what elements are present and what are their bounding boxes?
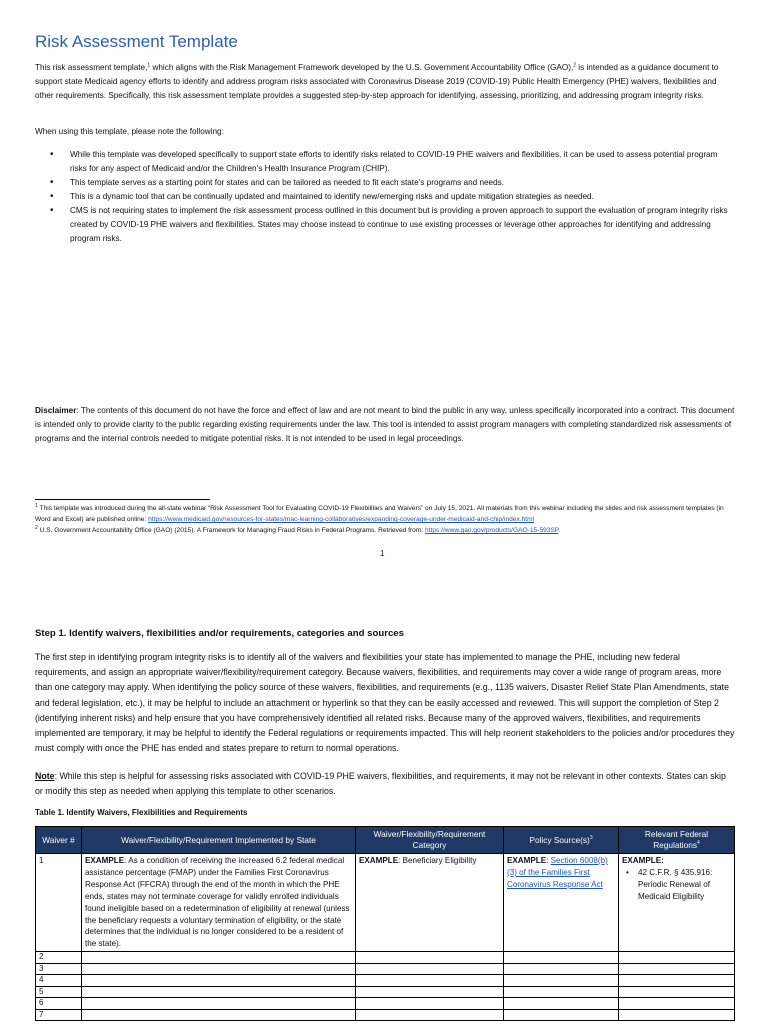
cell-waiver-number[interactable]: 5	[36, 986, 82, 998]
step1-body: The first step in identifying program integrity risks is to identify all of the waivers and flexibilities your state has implemented to manage the PHE, including new federal requirements, and assign an appropriate waiver/flexibility/requirement category. Because waivers, flexibilities, and requirements may cover a wide range of program areas, more than one category may apply. When identifying the policy source of these waivers, flexibilities, and requirements (e.g., 1135 waivers, Disaster Relief State Plan Amendments, state and federal legislation, etc.), it may be helpful to include an attachment or hyperlink so that they can be easily accessed and reviewed. This will support the completion of Step 2 (identifying inherent risks) and help ensure that you have comprehensively identified all related risks. Because many of the approved waivers, flexibilities, and requirements implemented are temporary, it may be helpful to identify the Federal regulations or requirements impacted. This will help reorient stakeholders to the policies and/or procedures they must comply with once the PHE has ended and states prepare to return to normal operations.	[35, 652, 735, 754]
intro-text-2: which aligns with the Risk Management Framework developed by the U.S. Government Accountability Office (GAO),	[150, 63, 574, 72]
cell-policy-source[interactable]	[504, 998, 619, 1010]
step1-note	[35, 769, 735, 799]
example-waiver-text: : As a condition of receiving the increased 6.2 federal medical assistance percentage (FMAP) under the Families First Coronavirus Response Act (FFCRA) through the end of the month in which the PHE ends, states may not terminate coverage for validly enrolled individuals found ineligible based on a redetermination of eligibility at renewal (unless the beneficiary requests a voluntary termination of eligibility, or the state determines that the individual is no longer considered to be a resident of the state).	[85, 856, 350, 949]
disclaimer-label: Disclaimer	[35, 406, 77, 415]
header-policy-source-label: Policy Source(s)	[529, 834, 590, 845]
example-label: EXAMPLE	[85, 856, 125, 865]
footnotes	[35, 503, 735, 536]
note-text: : While this step is helpful for assessing risks associated with COVID-19 PHE waivers, flexibilities, and requirements, it may not be relevant in other contexts. States can skip or modify this step as needed when applying this template to other scenarios.	[35, 771, 726, 797]
table-row	[36, 998, 735, 1010]
cell-federal-regulations[interactable]	[619, 986, 735, 998]
cell-waiver-number[interactable]: 3	[36, 963, 82, 975]
header-waiver-number: Waiver #	[36, 827, 82, 854]
intro-text-1: This risk assessment template,	[35, 63, 148, 72]
cell-waiver-implemented[interactable]	[82, 952, 356, 964]
footnote-ref-2[interactable]: 2	[573, 62, 577, 69]
cell-category[interactable]	[356, 963, 504, 975]
footnote-1-text: This template was introduced during the all-state webinar “Risk Assessment Tool for Evaluating COVID-19 Flexibilities and Waivers” on July 15, 2021. All materials from this webinar including the slides and risk assessment templates (in Word and Excel) are published online:	[35, 505, 724, 523]
cell-federal-regulations[interactable]	[619, 975, 735, 987]
cell-policy-source[interactable]	[504, 963, 619, 975]
cell-federal-regulations[interactable]	[619, 998, 735, 1010]
cell-federal-regulations[interactable]	[619, 854, 735, 952]
cell-waiver-implemented[interactable]	[82, 854, 356, 952]
cell-category[interactable]	[356, 986, 504, 998]
header-federal-regulations	[619, 827, 735, 854]
notes-list	[35, 148, 735, 246]
disclaimer-text: : The contents of this document do not have the force and effect of law and are not meant to bind the public in any way, unless specifically incorporated into a contract. This document is intended only to provide clarity to the public regarding existing requirements under the law. This tool is intended to assist program managers with completing standardized risk assessments of programs and the internal controls needed to mitigate potential risks. It is not intended to be used in legal proceedings.	[35, 406, 735, 443]
cell-waiver-implemented[interactable]	[82, 963, 356, 975]
example-separator: :	[546, 856, 551, 865]
table-row	[36, 986, 735, 998]
example-label: EXAMPLE	[507, 856, 547, 865]
example-label: EXAMPLE:	[622, 856, 664, 865]
list-item: • This is a dynamic tool that can be continually updated and maintained to identify new/emerging risks and update mitigation strategies as needed.	[35, 190, 735, 204]
table-row	[36, 963, 735, 975]
cell-federal-regulations[interactable]	[619, 963, 735, 975]
cell-policy-source[interactable]	[504, 952, 619, 964]
intro-text-3: is intended as a guidance document to support state Medicaid agency efforts to identify and address program risks associated with Coronavirus Disease 2019 (COVID-19) Public Health Emergency (PHE) waivers, flexibilities and other requirements. Specifically, this risk assessment template provides a suggested step-by-step approach for identifying, assessing, prioritizing, and addressing program integrity risks.	[35, 63, 719, 100]
cell-policy-source[interactable]	[504, 854, 619, 952]
when-using-text: When using this template, please note the following:	[35, 127, 224, 136]
footnote-1-link[interactable]: https://www.medicaid.gov/resources-for-states/mac-learning-collaboratives/expanding-coverage-under-medicaid-and-chip/index.html	[148, 516, 535, 523]
cell-waiver-number[interactable]: 6	[36, 998, 82, 1010]
example-label: EXAMPLE	[359, 856, 399, 865]
cell-waiver-number[interactable]: 1	[36, 854, 82, 952]
cell-federal-regulations[interactable]	[619, 952, 735, 964]
cell-federal-regulations[interactable]	[619, 1009, 735, 1021]
cell-waiver-number[interactable]: 7	[36, 1009, 82, 1021]
header-category: Waiver/Flexibility/Requirement Category	[356, 827, 504, 854]
example-category-text: : Beneficiary Eligibility	[398, 856, 477, 865]
footnote-2-number: 2	[35, 524, 38, 531]
header-waiver-implemented: Waiver/Flexibility/Requirement Implemented by State	[82, 827, 356, 854]
disclaimer-paragraph	[35, 404, 735, 446]
policy-source-link[interactable]: Section 6008(b)(3) of the Families First Coronavirus Response Act	[507, 856, 608, 889]
footnote-ref-3: 3	[589, 834, 593, 841]
cell-category[interactable]	[356, 1009, 504, 1021]
note-label: Note	[35, 771, 55, 781]
table-row	[36, 952, 735, 964]
footnote-2-link[interactable]: https://www.gao.gov/products/GAO-15-593SP	[425, 527, 559, 534]
cell-category[interactable]	[356, 998, 504, 1010]
regulation-list	[622, 867, 731, 903]
page-number: 1	[380, 549, 385, 558]
list-item: • While this template was developed specifically to support state efforts to identify risks related to COVID-19 PHE waivers and flexibilities, it can be used to assess potential program risks for any aspect of Medicaid and/or the Children’s Health Insurance Program (CHIP).	[35, 148, 735, 176]
waivers-table	[35, 826, 735, 1021]
cell-category[interactable]	[356, 854, 504, 952]
cell-category[interactable]	[356, 952, 504, 964]
cell-waiver-implemented[interactable]	[82, 998, 356, 1010]
table-header-row	[36, 827, 735, 854]
cell-waiver-implemented[interactable]	[82, 1009, 356, 1021]
footnote-divider	[35, 499, 210, 500]
cell-policy-source[interactable]	[504, 986, 619, 998]
step1-heading: Step 1. Identify waivers, flexibilities and/or requirements, categories and sources	[35, 628, 404, 639]
table-caption: Table 1. Identify Waivers, Flexibilities and Requirements	[35, 808, 248, 817]
footnote-ref-1[interactable]: 1	[147, 62, 151, 69]
cell-waiver-implemented[interactable]	[82, 975, 356, 987]
footnote-ref-4: 4	[697, 840, 700, 847]
footnote-1-number: 1	[35, 502, 38, 509]
list-item: • CMS is not requiring states to implement the risk assessment process outlined in this document but is providing a proven approach to support the evaluation of program integrity risks created by COVID-19 PHE waivers and flexibilities. States may choose instead to continue to use existing processes or leverage other approaches for identifying and addressing program risks.	[35, 204, 735, 246]
cell-waiver-number[interactable]: 4	[36, 975, 82, 987]
list-item: • 42 C.F.R. § 435.916: Periodic Renewal of Medicaid Eligibility	[638, 867, 731, 903]
header-federal-regulations-label: Relevant Federal Regulations	[644, 829, 709, 850]
footnote-2-text: U.S. Government Accountability Office (GAO) (2015). A Framework for Managing Fraud Risks in Federal Programs. Retrieved from:	[37, 527, 426, 534]
intro-paragraph	[35, 61, 735, 103]
table-row	[36, 854, 735, 952]
cell-policy-source[interactable]	[504, 1009, 619, 1021]
header-policy-source	[504, 827, 619, 854]
cell-category[interactable]	[356, 975, 504, 987]
table-row	[36, 975, 735, 987]
cell-policy-source[interactable]	[504, 975, 619, 987]
cell-waiver-number[interactable]: 2	[36, 952, 82, 964]
list-item: • This template serves as a starting point for states and can be tailored as needed to fit each state’s programs and needs.	[35, 176, 735, 190]
footnote-2-end: .	[558, 527, 561, 534]
table-row	[36, 1009, 735, 1021]
document-title: Risk Assessment Template	[35, 32, 238, 51]
cell-waiver-implemented[interactable]	[82, 986, 356, 998]
